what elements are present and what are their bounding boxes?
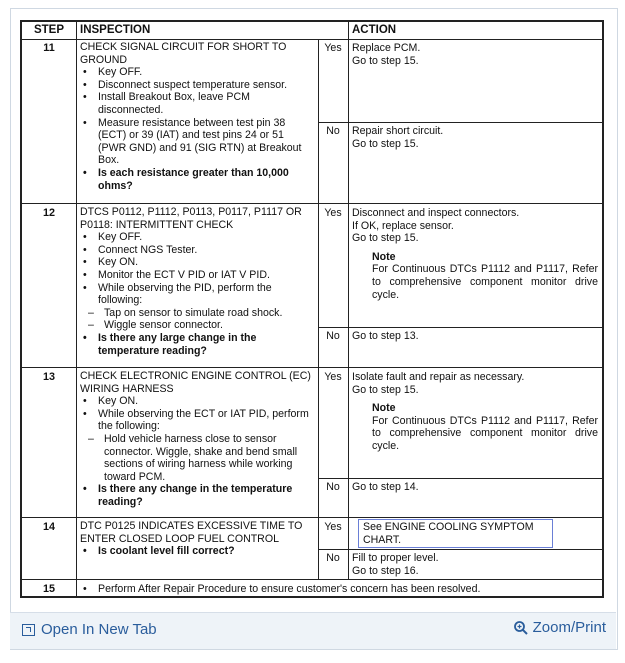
inspection-title: DTCS P0112, P1112, P0113, P0117, P1117 OR P0118: INTERMITTENT CHECK xyxy=(80,206,302,231)
note-text: For Continuous DTCs P1112 and P1117, Refer to comprehensive component monitor drive cycle. xyxy=(372,263,598,301)
inspection-cell xyxy=(80,370,314,509)
row-divider xyxy=(22,517,602,518)
sub-item: – Wiggle sensor connector. xyxy=(80,319,314,332)
sub-item: – Hold vehicle harness close to sensor connector. Wiggle, shake and bend small sections of wiring harness while working toward PCM. xyxy=(80,433,314,483)
col-divider xyxy=(318,39,319,579)
yes-no-divider xyxy=(318,327,602,328)
zoom-print-label: Zoom/Print xyxy=(532,619,606,636)
list-item: • Measure resistance between test pin 38 (ECT) or 39 (IAT) and test pins 24 or 51 (PWR GND) and 91 (SIG RTN) at Breakout Box. xyxy=(80,117,314,167)
header-action: ACTION xyxy=(352,24,397,36)
no-label: No xyxy=(326,552,340,564)
list-item: • Perform After Repair Procedure to ensure customer's concern has been resolved. xyxy=(80,583,600,596)
inspection-cell xyxy=(80,206,314,357)
action-line: Go to step 15. xyxy=(352,137,419,150)
action-line: Go to step 16. xyxy=(352,564,419,577)
step-number: 12 xyxy=(42,207,55,219)
image-toolbar xyxy=(10,612,616,649)
action-line: Fill to proper level. xyxy=(352,552,439,564)
action-no xyxy=(352,330,600,343)
action-line: Go to step 15. xyxy=(352,54,419,67)
inspection-cell xyxy=(80,583,600,596)
yes-label: Yes xyxy=(324,42,342,54)
diagnostic-table xyxy=(20,20,604,598)
open-new-tab-link[interactable] xyxy=(22,621,157,638)
inspection-cell xyxy=(80,520,314,558)
step-number: 13 xyxy=(42,371,55,383)
action-yes xyxy=(352,371,598,453)
header-inspection: INSPECTION xyxy=(80,24,151,36)
inspection-list xyxy=(80,545,314,558)
header-step: STEP xyxy=(33,24,65,36)
yes-label: Yes xyxy=(324,371,342,383)
action-line: Go to step 15. xyxy=(352,232,419,245)
row-divider xyxy=(22,203,602,204)
action-line: Go to step 13. xyxy=(352,330,419,342)
no-label: No xyxy=(326,481,340,493)
inspection-question: • Is there any change in the temperature reading? xyxy=(80,483,314,508)
action-line: Repair short circuit. xyxy=(352,125,444,137)
list-item: • Key ON. xyxy=(80,395,314,408)
yes-label: Yes xyxy=(324,521,342,533)
no-label: No xyxy=(326,125,340,137)
action-line: Disconnect and inspect connectors. xyxy=(352,207,520,219)
list-item: • While observing the ECT or IAT PID, perform the following: xyxy=(80,408,314,433)
action-line: Replace PCM. xyxy=(352,42,421,54)
note-heading: Note xyxy=(372,402,396,415)
action-line: Go to step 14. xyxy=(352,481,419,493)
list-item: • While observing the PID, perform the following: xyxy=(80,282,314,307)
action-line: Isolate fault and repair as necessary. xyxy=(352,371,525,383)
open-new-tab-label: Open In New Tab xyxy=(41,621,157,638)
note-heading: Note xyxy=(372,250,396,263)
inspection-title: CHECK SIGNAL CIRCUIT FOR SHORT TO GROUND xyxy=(80,41,287,66)
cooling-chart-link[interactable]: See ENGINE COOLING SYMPTOM CHART. xyxy=(358,519,553,548)
inspection-list xyxy=(80,231,314,357)
action-yes xyxy=(358,519,598,548)
inspection-cell xyxy=(80,41,314,192)
row-divider xyxy=(22,579,602,580)
inspection-list xyxy=(80,395,314,508)
note-text: For Continuous DTCs P1112 and P1117, Refer to comprehensive component monitor drive cycle. xyxy=(372,414,598,452)
zoom-print-link[interactable] xyxy=(513,619,606,636)
action-line: Go to step 15. xyxy=(352,383,419,396)
col-divider xyxy=(76,22,77,596)
list-item: • Connect NGS Tester. xyxy=(80,244,314,257)
step-number: 15 xyxy=(42,583,55,595)
step-number: 11 xyxy=(43,42,55,54)
yes-no-divider xyxy=(318,122,602,123)
list-item: • Key OFF. xyxy=(80,231,314,244)
magnifier-icon xyxy=(513,620,529,636)
inspection-title: CHECK ELECTRONIC ENGINE CONTROL (EC) WIRING HARNESS xyxy=(80,370,311,395)
inspection-question: • Is each resistance greater than 10,000 ohms? xyxy=(80,167,314,192)
yes-no-divider xyxy=(318,478,602,479)
action-no xyxy=(352,552,600,577)
inspection-title: DTC P0125 INDICATES EXCESSIVE TIME TO ENTER CLOSED LOOP FUEL CONTROL xyxy=(80,520,303,545)
no-label: No xyxy=(326,330,340,342)
inspection-question: • Is coolant level fill correct? xyxy=(80,545,314,558)
action-no xyxy=(352,125,600,150)
list-item: • Key ON. xyxy=(80,256,314,269)
yes-label: Yes xyxy=(324,207,342,219)
sub-item: – Tap on sensor to simulate road shock. xyxy=(80,307,314,320)
action-line: If OK, replace sensor. xyxy=(352,219,454,232)
list-item: • Monitor the ECT V PID or IAT V PID. xyxy=(80,269,314,282)
action-yes xyxy=(352,207,598,301)
col-divider xyxy=(348,22,349,579)
external-link-icon xyxy=(22,624,35,636)
list-item: • Install Breakout Box, leave PCM disconnected. xyxy=(80,91,314,116)
inspection-list xyxy=(80,583,600,596)
list-item: • Disconnect suspect temperature sensor. xyxy=(80,79,314,92)
inspection-question: • Is there any large change in the temperature reading? xyxy=(80,332,314,357)
row-divider xyxy=(22,367,602,368)
list-item: • Key OFF. xyxy=(80,66,314,79)
step-number: 14 xyxy=(42,521,55,533)
yes-no-divider xyxy=(318,549,602,550)
inspection-list xyxy=(80,66,314,192)
action-yes xyxy=(352,42,600,67)
action-no xyxy=(352,481,600,494)
